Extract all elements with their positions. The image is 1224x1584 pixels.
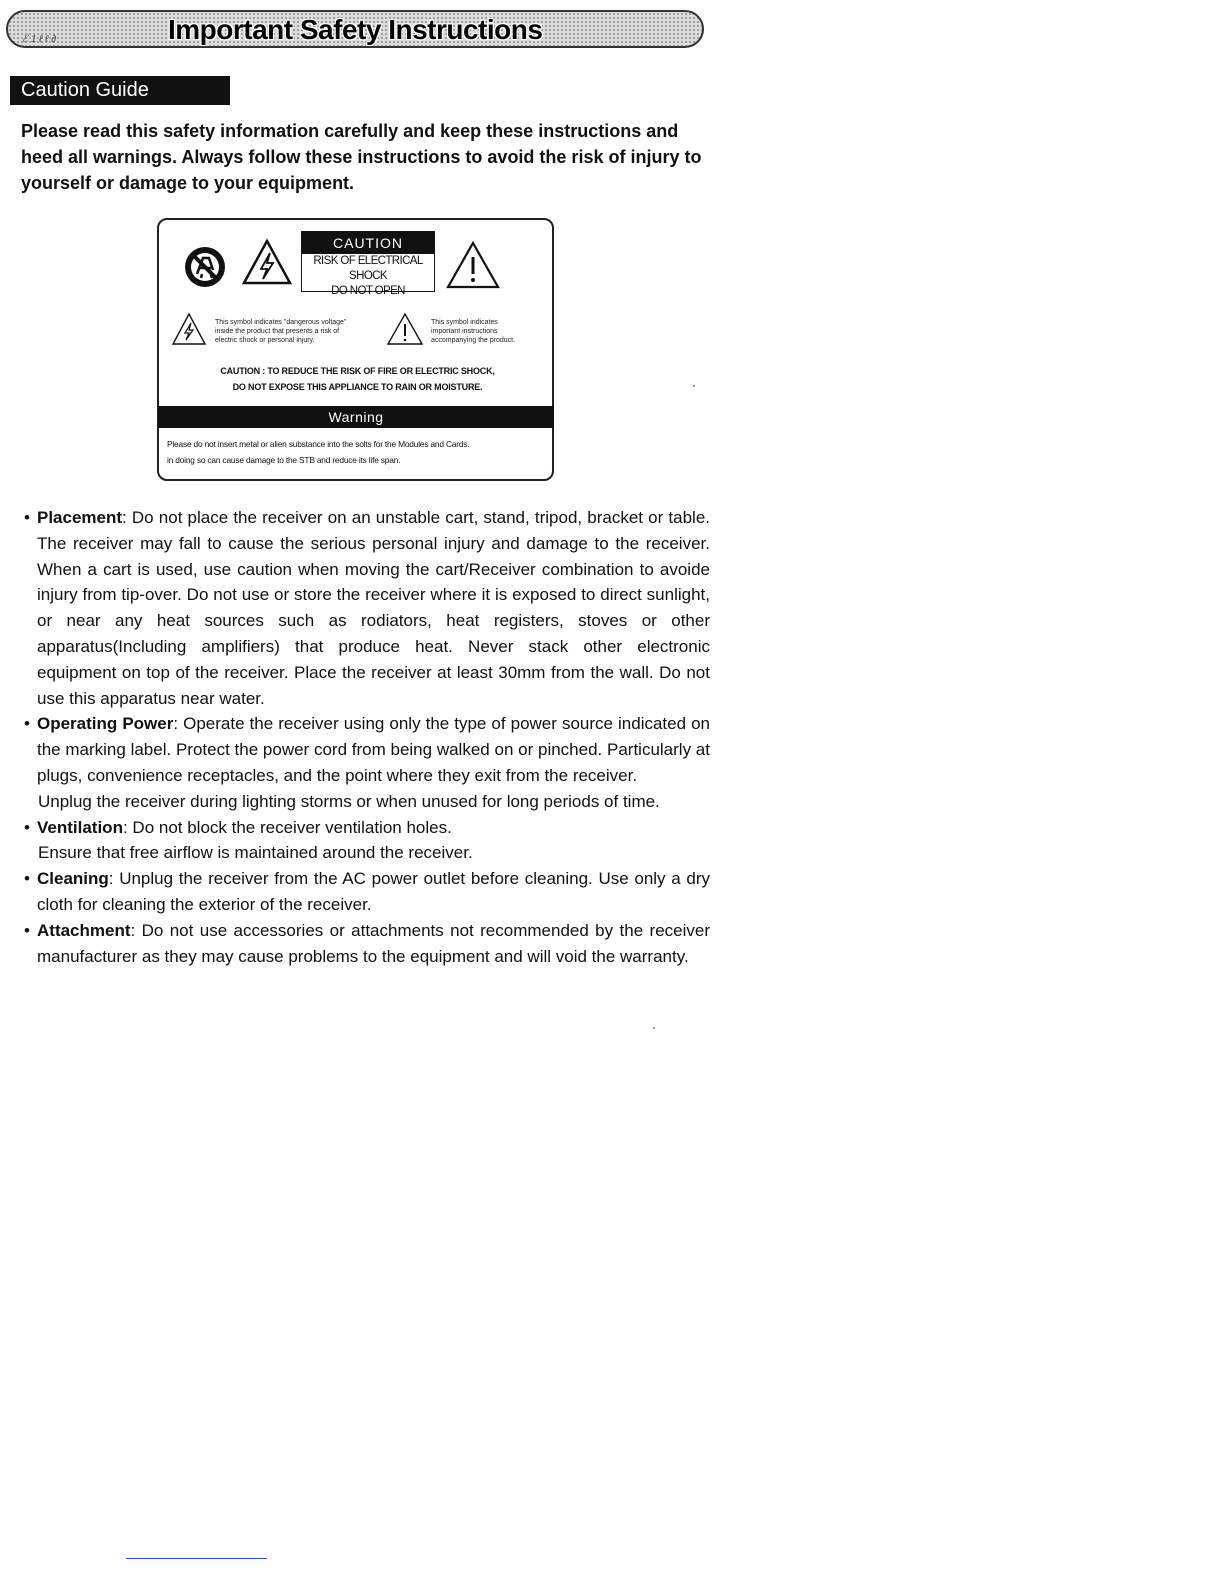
exclamation-warning-icon: [445, 240, 501, 290]
banner-scribble: ℰ 1 ℓ ℓ ∂: [22, 34, 57, 45]
intro-paragraph: Please read this safety information carefully and keep these instructions and heed all warnings. Always follow these instructions to avoid the risk of injury to yourself or damage to your equipment.: [21, 121, 702, 193]
high-voltage-warning-icon: [241, 238, 293, 286]
warning-heading: Warning: [158, 406, 554, 428]
caution-label-line: RISK OF ELECTRICAL SHOCK: [313, 255, 423, 282]
list-item: • Attachment: Do not use accessories or attachments not recommended by the receiver manufacturer as they may cause problems to the equipment and will void the warranty.: [24, 920, 710, 966]
list-item: • Placement: Do not place the receiver on an unstable cart, stand, tripod, bracket or table. The receiver may fall to cause the serious personal injury and damage to the receiver. When a cart is used, use caution when moving the cart/Receiver combination to avoide injury from tip-over. Do not use or store the receiver where it is exposed to direct sunlight, or near any heat sources such as rodiators, heat registers, stoves or other apparatus(Including amplifiers) that produce heat. Never stack other electronic equipment on top of the receiver. Place the receiver at least 30mm from the wall. Do not use this apparatus near water.: [24, 508, 710, 708]
caution-statement: DO NOT EXPOSE THIS APPLIANCE TO RAIN OR MOISTURE.: [232, 382, 483, 392]
list-item-continuation: Ensure that free airflow is maintained around the receiver.: [38, 843, 473, 863]
warning-text: Please do not insert metal or alien substance into the solts for the Modules and Cards. in doing so can cause damage to the STB and reduce its life span.: [167, 439, 470, 465]
list-item-continuation: Unplug the receiver during lighting storms or when unused for long periods of time.: [38, 791, 660, 811]
page-title: Important Safety Instructions: [168, 14, 543, 45]
caution-label-line: DO NOT OPEN: [331, 285, 405, 297]
scan-speck: [653, 1027, 655, 1029]
safety-instructions-list: [24, 505, 710, 969]
instructions-symbol-description: This symbol indicates important instructions accompanying the product.: [431, 319, 516, 344]
list-item: • Cleaning: Unplug the receiver from the AC power outlet before cleaning. Use only a dry cloth for cleaning the exterior of the receiver.: [24, 869, 710, 914]
caution-statement: CAUTION : TO REDUCE THE RISK OF FIRE OR ELECTRIC SHOCK,: [220, 366, 495, 376]
section-heading: Caution Guide: [10, 76, 230, 105]
voltage-symbol-description: This symbol indicates "dangerous voltage" inside the product that presents a risk of electric shock or personal injury.: [215, 319, 347, 344]
caution-label: [301, 231, 435, 297]
voltage-symbol-icon: [171, 312, 207, 346]
no-tipover-icon: [179, 242, 231, 292]
scan-speck: [693, 385, 695, 387]
instructions-symbol-icon: [385, 312, 425, 346]
caution-label-heading: CAUTION: [302, 232, 434, 254]
list-item: • Operating Power: Operate the receiver using only the type of power source indicated on the marking label. Protect the power cord from being walked on or pinched. Particularly at plugs, convenience receptacles, and the point where they exit from the receiver.: [24, 714, 710, 785]
title-banner: [6, 10, 704, 48]
footer-rule: [126, 1558, 267, 1559]
caution-label-box: [157, 218, 554, 481]
list-item: • Ventilation: Do not block the receiver ventilation holes.: [24, 817, 452, 837]
